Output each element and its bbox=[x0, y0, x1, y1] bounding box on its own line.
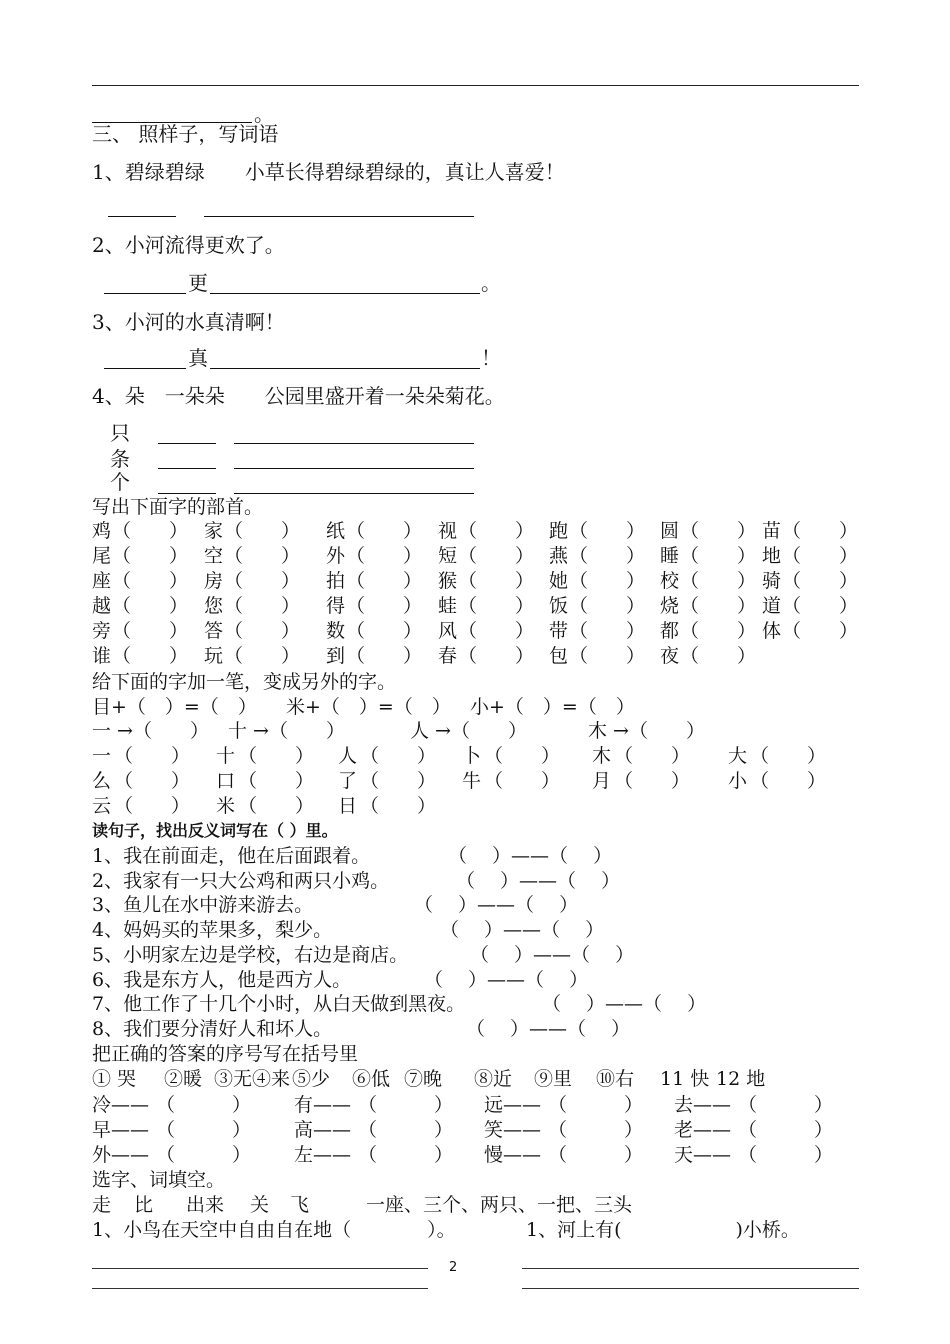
choose-item: 老—— bbox=[674, 1119, 732, 1141]
footer-rule-right-lower bbox=[522, 1288, 859, 1289]
antonym-blank: （ ）——（ ） bbox=[542, 993, 707, 1016]
answer-blank bbox=[158, 468, 216, 469]
antonym-blank: （ ）——（ ） bbox=[424, 968, 589, 991]
radical-item: 燕 bbox=[549, 545, 569, 567]
add-stroke-char: 了 bbox=[338, 770, 358, 792]
radical-item: 纸 bbox=[326, 520, 346, 542]
antonym-sentence: 7、他工作了十几个小时，从白天做到黑夜。 bbox=[92, 993, 466, 1016]
answer-parentheses: （ ） bbox=[680, 545, 757, 567]
answer-parentheses: （ ） bbox=[156, 1144, 252, 1166]
radical-item: 跑 bbox=[549, 520, 569, 542]
section-three-heading: 三、 照样子，写词语 bbox=[92, 122, 279, 146]
answer-parentheses: （ ） bbox=[782, 595, 859, 617]
header-rule bbox=[92, 85, 859, 86]
answer-option: ②暖 bbox=[164, 1068, 203, 1090]
radical-item: 到 bbox=[326, 645, 346, 667]
choose-item: 慢—— bbox=[484, 1144, 542, 1166]
answer-option: ⑩右 bbox=[596, 1068, 635, 1090]
radical-item: 都 bbox=[660, 620, 680, 642]
measure-word: 条 bbox=[110, 447, 130, 471]
answer-parentheses: （ ） bbox=[569, 570, 646, 592]
answer-parentheses: （ ） bbox=[358, 1094, 454, 1116]
answer-parentheses: （ ） bbox=[614, 745, 691, 767]
answer-parentheses: （ ） bbox=[458, 645, 535, 667]
add-stroke-item: 目+（ ）=（ ） bbox=[92, 696, 257, 718]
radical-item: 座 bbox=[92, 570, 112, 592]
word-bank-item: 出来 bbox=[186, 1194, 225, 1216]
answer-option: ⑨里 bbox=[534, 1068, 573, 1090]
radical-item: 数 bbox=[326, 620, 346, 642]
radical-item: 带 bbox=[549, 620, 569, 642]
radical-item: 她 bbox=[549, 570, 569, 592]
answer-parentheses: （ ） bbox=[346, 570, 423, 592]
radical-item: 春 bbox=[438, 645, 458, 667]
answer-option: ⑦晚 bbox=[404, 1068, 443, 1090]
add-stroke-char: 米 bbox=[216, 795, 236, 817]
answer-parentheses: （ ） bbox=[224, 595, 301, 617]
add-stroke-char: 一 bbox=[92, 745, 112, 767]
choose-item: 冷—— bbox=[92, 1094, 150, 1116]
choose-item: 远—— bbox=[484, 1094, 542, 1116]
antonym-blank: （ ）——（ ） bbox=[414, 894, 579, 917]
add-stroke-char: 人 bbox=[338, 745, 358, 767]
answer-option: ① 哭 bbox=[92, 1068, 137, 1090]
answer-parentheses: （ ） bbox=[569, 520, 646, 542]
radical-item: 夜 bbox=[660, 645, 680, 667]
add-stroke-char: 么 bbox=[92, 770, 112, 792]
measure-word: 个 bbox=[110, 470, 130, 494]
answer-blank bbox=[234, 468, 474, 469]
choose-item: 左—— bbox=[294, 1144, 352, 1166]
radical-item: 谁 bbox=[92, 645, 112, 667]
radical-item: 家 bbox=[204, 520, 224, 542]
answer-option: 11 快 bbox=[660, 1068, 710, 1090]
radical-item: 旁 bbox=[92, 620, 112, 642]
answer-parentheses: （ ） bbox=[484, 745, 561, 767]
answer-parentheses: （ ） bbox=[484, 770, 561, 792]
choose-item: 笑—— bbox=[484, 1119, 542, 1141]
answer-parentheses: （ ） bbox=[112, 645, 189, 667]
answer-parentheses: （ ） bbox=[750, 770, 827, 792]
add-stroke-item: 小+（ ）=（ ） bbox=[470, 696, 635, 718]
answer-parentheses: （ ） bbox=[680, 570, 757, 592]
answer-blank bbox=[158, 493, 216, 494]
footer-rule-left-lower bbox=[92, 1288, 428, 1289]
radical-item: 圆 bbox=[660, 520, 680, 542]
radical-item: 视 bbox=[438, 520, 458, 542]
question-2-end: 。 bbox=[481, 271, 501, 295]
antonym-sentence: 4、妈妈买的苹果多，梨少。 bbox=[92, 919, 333, 942]
radical-item: 玩 bbox=[204, 645, 224, 667]
antonym-sentence: 2、我家有一只大公鸡和两只小鸡。 bbox=[92, 869, 390, 892]
radical-item: 答 bbox=[204, 620, 224, 642]
answer-parentheses: （ ） bbox=[224, 570, 301, 592]
answer-parentheses: （ ） bbox=[458, 520, 535, 542]
answer-parentheses: （ ） bbox=[569, 595, 646, 617]
answer-parentheses: （ ） bbox=[238, 795, 315, 817]
answer-option: ⑧近 bbox=[474, 1068, 513, 1090]
radical-item: 风 bbox=[438, 620, 458, 642]
question-3-end: ！ bbox=[481, 346, 501, 370]
answer-parentheses: （ ） bbox=[358, 1119, 454, 1141]
answer-parentheses: （ ） bbox=[156, 1094, 252, 1116]
answer-parentheses: （ ） bbox=[358, 1144, 454, 1166]
radical-item: 短 bbox=[438, 545, 458, 567]
answer-parentheses: （ ） bbox=[548, 1094, 644, 1116]
answer-parentheses: （ ） bbox=[750, 745, 827, 767]
answer-parentheses: （ ） bbox=[738, 1144, 834, 1166]
radical-item: 外 bbox=[326, 545, 346, 567]
answer-option: 12 地 bbox=[716, 1068, 766, 1090]
question-2: 2、小河流得更欢了。 bbox=[92, 233, 285, 257]
answer-option: ⑥低 bbox=[352, 1068, 391, 1090]
choose-item: 天—— bbox=[674, 1144, 732, 1166]
word-bank-measures: 一座、三个、两只、一把、三头 bbox=[366, 1194, 633, 1216]
fill-question-left: 1、小鸟在天空中自由自在地（ ）。 bbox=[92, 1219, 456, 1241]
answer-parentheses: （ ） bbox=[782, 545, 859, 567]
radical-item: 包 bbox=[549, 645, 569, 667]
radical-item: 骑 bbox=[762, 570, 782, 592]
radical-item: 道 bbox=[762, 595, 782, 617]
add-stroke-char: 小 bbox=[728, 770, 748, 792]
word-bank-item: 关 bbox=[250, 1194, 270, 1216]
answer-parentheses: （ ） bbox=[569, 620, 646, 642]
radical-item: 校 bbox=[660, 570, 680, 592]
answer-parentheses: （ ） bbox=[224, 645, 301, 667]
page-number: 2 bbox=[449, 1260, 458, 1275]
answer-parentheses: （ ） bbox=[680, 595, 757, 617]
answer-parentheses: （ ） bbox=[782, 570, 859, 592]
antonym-blank: （ ）——（ ） bbox=[470, 943, 635, 966]
answer-option: ⑤少 bbox=[292, 1068, 331, 1090]
answer-parentheses: （ ） bbox=[112, 620, 189, 642]
add-stroke-char: 牛 bbox=[462, 770, 482, 792]
fill-heading: 选字、词填空。 bbox=[92, 1169, 226, 1191]
answer-parentheses: （ ） bbox=[346, 595, 423, 617]
answer-parentheses: （ ） bbox=[548, 1119, 644, 1141]
answer-parentheses: （ ） bbox=[680, 645, 757, 667]
question-4: 4、朵 一朵朵 公园里盛开着一朵朵菊花。 bbox=[92, 384, 505, 408]
answer-parentheses: （ ） bbox=[782, 520, 859, 542]
answer-parentheses: （ ） bbox=[112, 570, 189, 592]
radical-item: 饭 bbox=[549, 595, 569, 617]
answer-parentheses: （ ） bbox=[114, 770, 191, 792]
answer-blank bbox=[234, 493, 474, 494]
add-stroke-char: 日 bbox=[338, 795, 358, 817]
question-3-word: 真 bbox=[188, 346, 208, 370]
answer-parentheses: （ ） bbox=[360, 770, 437, 792]
answer-parentheses: （ ） bbox=[782, 620, 859, 642]
radical-item: 得 bbox=[326, 595, 346, 617]
answer-parentheses: （ ） bbox=[112, 595, 189, 617]
choose-item: 早—— bbox=[92, 1119, 150, 1141]
answer-parentheses: （ ） bbox=[458, 620, 535, 642]
add-stroke-char: 云 bbox=[92, 795, 112, 817]
answer-parentheses: （ ） bbox=[346, 520, 423, 542]
antonym-blank: （ ）——（ ） bbox=[448, 845, 613, 867]
answer-parentheses: （ ） bbox=[238, 770, 315, 792]
answer-parentheses: （ ） bbox=[360, 745, 437, 767]
radical-item: 睡 bbox=[660, 545, 680, 567]
answer-parentheses: （ ） bbox=[458, 570, 535, 592]
radical-item: 尾 bbox=[92, 545, 112, 567]
add-stroke-char: 月 bbox=[592, 770, 612, 792]
antonym-sentence: 6、我是东方人，他是西方人。 bbox=[92, 968, 352, 991]
answer-parentheses: （ ） bbox=[458, 545, 535, 567]
add-stroke-item: 米+（ ）=（ ） bbox=[286, 696, 451, 718]
radical-item: 地 bbox=[762, 545, 782, 567]
answer-option: ③无 bbox=[214, 1068, 253, 1090]
answer-parentheses: （ ） bbox=[346, 545, 423, 567]
radical-item: 猴 bbox=[438, 570, 458, 592]
choose-item: 外—— bbox=[92, 1144, 150, 1166]
antonym-sentence: 1、我在前面走，他在后面跟着。 bbox=[92, 845, 371, 867]
add-stroke-char: 卜 bbox=[462, 745, 482, 767]
choose-item: 有—— bbox=[294, 1094, 352, 1116]
answer-blank bbox=[104, 293, 186, 294]
answer-parentheses: （ ） bbox=[112, 545, 189, 567]
answer-blank bbox=[234, 443, 474, 444]
answer-parentheses: （ ） bbox=[680, 620, 757, 642]
add-stroke-item: 木 →（ ） bbox=[588, 720, 705, 742]
answer-parentheses: （ ） bbox=[738, 1094, 834, 1116]
answer-parentheses: （ ） bbox=[238, 745, 315, 767]
word-bank-item: 走 bbox=[92, 1194, 112, 1216]
answer-parentheses: （ ） bbox=[112, 520, 189, 542]
measure-word: 只 bbox=[110, 421, 130, 445]
answer-parentheses: （ ） bbox=[548, 1144, 644, 1166]
radical-item: 体 bbox=[762, 620, 782, 642]
radical-item: 空 bbox=[204, 545, 224, 567]
answer-parentheses: （ ） bbox=[224, 520, 301, 542]
answer-blank bbox=[210, 293, 480, 294]
antonym-blank: （ ）——（ ） bbox=[466, 1017, 631, 1040]
radicals-heading: 写出下面字的部首。 bbox=[92, 496, 264, 518]
add-stroke-item: 一 →（ ） bbox=[92, 720, 209, 742]
footer-rule-left bbox=[92, 1268, 428, 1269]
add-stroke-item: 十 →（ ） bbox=[228, 720, 345, 742]
answer-blank bbox=[108, 216, 176, 217]
antonym-blank: （ ）——（ ） bbox=[456, 869, 621, 892]
antonyms-heading: 读句子，找出反义词写在（ ）里。 bbox=[92, 821, 338, 840]
add-stroke-char: 十 bbox=[216, 745, 236, 767]
radical-item: 您 bbox=[204, 595, 224, 617]
question-2-word: 更 bbox=[188, 271, 208, 295]
antonym-sentence: 3、鱼儿在水中游来游去。 bbox=[92, 894, 314, 917]
answer-blank bbox=[104, 368, 186, 369]
antonym-sentence: 8、我们要分清好人和坏人。 bbox=[92, 1017, 333, 1040]
fill-question-right: 1、河上有( )小桥。 bbox=[526, 1219, 800, 1241]
add-stroke-heading: 给下面的字加一笔，变成另外的字。 bbox=[92, 671, 397, 693]
choose-heading: 把正确的答案的序号写在括号里 bbox=[92, 1043, 359, 1065]
answer-parentheses: （ ） bbox=[224, 620, 301, 642]
word-bank-item: 比 bbox=[134, 1194, 154, 1216]
answer-parentheses: （ ） bbox=[156, 1119, 252, 1141]
answer-parentheses: （ ） bbox=[614, 770, 691, 792]
answer-parentheses: （ ） bbox=[680, 520, 757, 542]
answer-blank bbox=[158, 443, 216, 444]
choose-item: 去—— bbox=[674, 1094, 732, 1116]
answer-parentheses: （ ） bbox=[569, 645, 646, 667]
answer-parentheses: （ ） bbox=[738, 1119, 834, 1141]
answer-parentheses: （ ） bbox=[114, 745, 191, 767]
answer-parentheses: （ ） bbox=[458, 595, 535, 617]
answer-blank bbox=[204, 216, 474, 217]
antonym-sentence: 5、小明家左边是学校，右边是商店。 bbox=[92, 943, 409, 966]
add-stroke-char: 大 bbox=[728, 745, 748, 767]
answer-parentheses: （ ） bbox=[346, 645, 423, 667]
answer-blank bbox=[210, 368, 480, 369]
radical-item: 拍 bbox=[326, 570, 346, 592]
add-stroke-char: 口 bbox=[216, 770, 236, 792]
answer-option: ④来 bbox=[252, 1068, 291, 1090]
radical-item: 蛙 bbox=[438, 595, 458, 617]
answer-parentheses: （ ） bbox=[360, 795, 437, 817]
radical-item: 苗 bbox=[762, 520, 782, 542]
word-bank-item: 飞 bbox=[290, 1194, 310, 1216]
question-1: 1、碧绿碧绿 小草长得碧绿碧绿的，真让人喜爱！ bbox=[92, 160, 565, 184]
add-stroke-item: 人 →（ ） bbox=[410, 720, 527, 742]
top-fragment-period: 。 bbox=[254, 102, 274, 126]
answer-parentheses: （ ） bbox=[224, 545, 301, 567]
footer-rule-right bbox=[522, 1268, 859, 1269]
answer-parentheses: （ ） bbox=[346, 620, 423, 642]
radical-item: 鸡 bbox=[92, 520, 112, 542]
question-3: 3、小河的水真清啊！ bbox=[92, 310, 285, 334]
answer-parentheses: （ ） bbox=[569, 545, 646, 567]
antonym-blank: （ ）——（ ） bbox=[440, 919, 605, 942]
choose-item: 高—— bbox=[294, 1119, 352, 1141]
answer-parentheses: （ ） bbox=[114, 795, 191, 817]
radical-item: 越 bbox=[92, 595, 112, 617]
add-stroke-char: 木 bbox=[592, 745, 612, 767]
radical-item: 烧 bbox=[660, 595, 680, 617]
radical-item: 房 bbox=[204, 570, 224, 592]
